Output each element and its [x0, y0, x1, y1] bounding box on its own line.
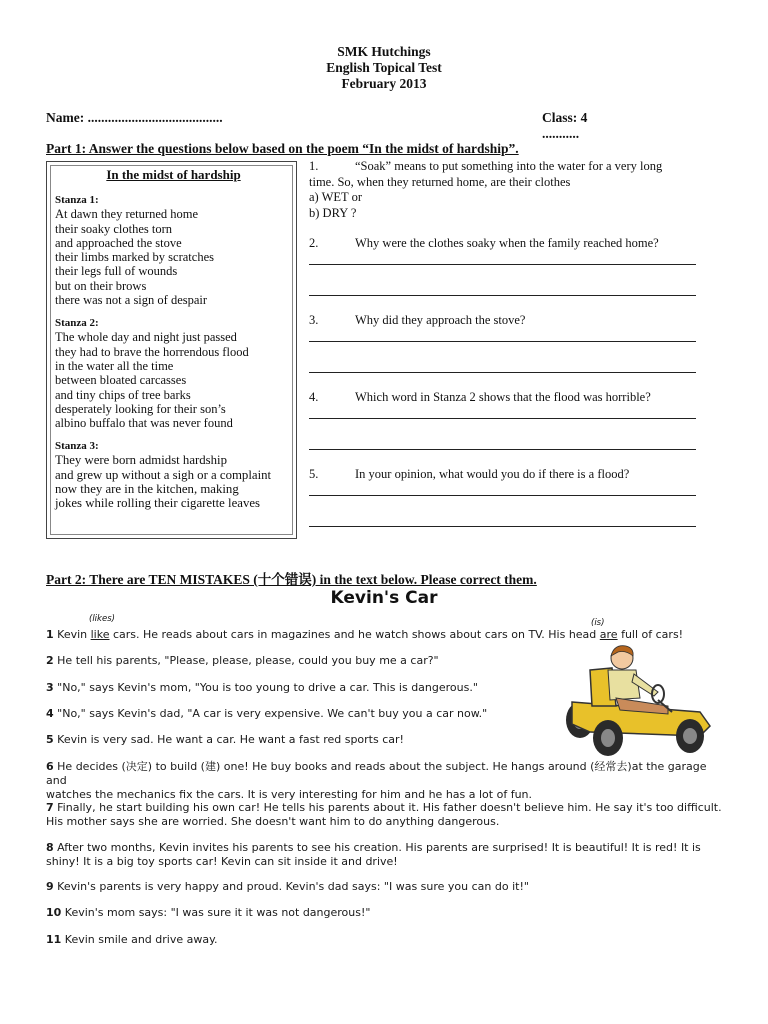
paragraph-text: Kevin smile and drive away. [61, 933, 218, 946]
poem-line: but on their brows [55, 278, 147, 293]
name-class-row [46, 110, 626, 141]
poem-line: They were born admidst hardship [55, 453, 228, 468]
paragraph-number: 1 [46, 628, 54, 641]
question-3 [309, 313, 709, 328]
paragraph-text: cars. He reads about cars in magazines and he watch shows about cars on TV. His head [109, 628, 600, 641]
answer-line[interactable] [309, 449, 696, 450]
option-b: b) DRY ? [309, 205, 357, 220]
paragraph-6 [46, 760, 726, 802]
paragraph-number: 8 [46, 841, 54, 854]
question-2 [309, 236, 709, 251]
correction-note-is: (is) [591, 618, 605, 628]
poem-line: between bloated carcasses [55, 373, 187, 388]
paragraph-number: 6 [46, 760, 54, 773]
question-text: Why did they approach the stove? [355, 313, 526, 327]
poem-title: In the midst of hardship [106, 167, 241, 182]
paragraph-text: Kevin [53, 628, 91, 641]
poem-line: desperately looking for their son’s [55, 401, 226, 416]
paragraph-text: Kevin's parents is very happy and proud. Kevin's dad says: "I was sure you can do it!" [53, 880, 529, 893]
paragraph-text: Kevin is very sad. He want a car. He want a fast red sports car! [53, 733, 404, 746]
stanza-label: Stanza 1: [55, 194, 99, 207]
answer-line[interactable] [309, 418, 696, 419]
paragraph-9 [46, 880, 726, 894]
paragraph-text: His mother says she are worried. She doesn't want him to do anything dangerous. [46, 815, 500, 828]
poem-line: their legs full of wounds [55, 264, 178, 279]
paragraph-text: "No," says Kevin's mom, "You is too young to drive a car. This is dangerous." [53, 681, 478, 694]
answer-line[interactable] [309, 341, 696, 342]
rear-right-hubcap [601, 729, 615, 747]
paragraph-text: full of cars! [617, 628, 684, 641]
underlined-mistake: like [90, 628, 110, 641]
answer-line[interactable] [309, 526, 696, 527]
paragraph-7 [46, 801, 726, 829]
poem-line: now they are in the kitchen, making [55, 482, 239, 497]
question-text-continued: time. So, when they returned home, are their clothes [309, 174, 571, 189]
stanza-3 [55, 440, 292, 510]
poem-line: they had to brave the horrendous flood [55, 344, 249, 359]
paragraph-text: Kevin's mom says: "I was sure it it was not dangerous!" [61, 906, 371, 919]
correction-note-likes: (likes) [89, 614, 115, 624]
question-number: 2. [309, 236, 319, 250]
class-field[interactable]: Class: 4 ........... [542, 110, 588, 141]
question-number: 4. [309, 390, 319, 404]
paragraph-10 [46, 906, 726, 920]
boy-go-kart-illustration [550, 640, 720, 760]
answer-line[interactable] [309, 295, 696, 296]
paragraph-number: 3 [46, 681, 54, 694]
poem-inner-border [50, 165, 293, 535]
question-1 [309, 159, 709, 221]
question-number: 3. [309, 313, 319, 327]
paragraph-text: He tell his parents, "Please, please, please, could you buy me a car?" [53, 654, 439, 667]
paragraph-number: 10 [46, 906, 62, 919]
paragraph-text: watches the mechanics fix the cars. It is very interesting for him and he has a lot of fun. [46, 788, 533, 801]
answer-line[interactable] [309, 495, 696, 496]
paragraph-text: Finally, he start building his own car! He tells his parents about it. His father doesn't believe him. He say it's too difficult. [53, 801, 722, 814]
stanza-label: Stanza 2: [55, 317, 99, 330]
story-title: Kevin's Car [330, 588, 438, 608]
poem-line: jokes while rolling their cigarette leaves [55, 496, 261, 511]
poem-line: and approached the stove [55, 235, 182, 250]
poem-line: and grew up without a sigh or a complaint [55, 467, 272, 482]
paragraph-text: He decides (决定) to build (建) one! He buy books and reads about the subject. He hangs around (经常去)at the garage and [46, 760, 707, 787]
stanza-1 [55, 194, 292, 307]
front-hubcap [683, 728, 697, 744]
paragraph-text: shiny! It is a big toy sports car! Kevin can sit inside it and drive! [46, 855, 398, 868]
part1-instruction: Part 1: Answer the questions below based on the poem “In the midst of hardship”. [46, 141, 519, 156]
test-date: February 2013 [341, 76, 427, 91]
question-text: In your opinion, what would you do if there is a flood? [355, 467, 630, 481]
stanza-label: Stanza 3: [55, 440, 99, 453]
poem-line: albino buffalo that was never found [55, 416, 233, 431]
paragraph-number: 7 [46, 801, 54, 814]
name-field[interactable]: Name: ........................................ [46, 110, 223, 125]
question-5 [309, 467, 709, 482]
option-a: a) WET or [309, 190, 362, 204]
poem-line: At dawn they returned home [55, 207, 199, 222]
poem-line: there was not a sign of despair [55, 293, 208, 308]
school-name: SMK Hutchings [337, 44, 431, 59]
stanza-2 [55, 317, 292, 430]
poem-box [46, 161, 297, 539]
paragraph-number: 9 [46, 880, 54, 893]
poem-line: in the water all the time [55, 358, 174, 373]
part2-instruction: Part 2: There are TEN MISTAKES (十个错误) in the text below. Please correct them. [46, 572, 537, 587]
paragraph-number: 2 [46, 654, 54, 667]
paragraph-number: 5 [46, 733, 54, 746]
worksheet-header [0, 44, 768, 92]
paragraph-text: After two months, Kevin invites his parents to see his creation. His parents are surprised! It is beautiful! It is red! It is [53, 841, 701, 854]
test-title: English Topical Test [326, 60, 442, 75]
paragraph-number: 11 [46, 933, 62, 946]
question-4 [309, 390, 709, 405]
answer-line[interactable] [309, 372, 696, 373]
paragraph-number: 4 [46, 707, 54, 720]
question-text: Why were the clothes soaky when the family reached home? [355, 236, 659, 250]
poem-line: their soaky clothes torn [55, 221, 172, 236]
poem-line: The whole day and night just passed [55, 330, 237, 345]
paragraph-text: "No," says Kevin's dad, "A car is very expensive. We can't buy you a car now." [53, 707, 488, 720]
paragraph-11 [46, 933, 726, 947]
poem-line: and tiny chips of tree barks [55, 387, 191, 402]
paragraph-8 [46, 841, 726, 869]
question-number: 1. [309, 159, 319, 173]
poem-line: their limbs marked by scratches [55, 250, 214, 265]
answer-line[interactable] [309, 264, 696, 265]
question-text: Which word in Stanza 2 shows that the flood was horrible? [355, 390, 651, 404]
underlined-mistake: are [599, 628, 618, 641]
question-text: “Soak” means to put something into the water for a very long [355, 159, 663, 173]
question-number: 5. [309, 467, 319, 481]
